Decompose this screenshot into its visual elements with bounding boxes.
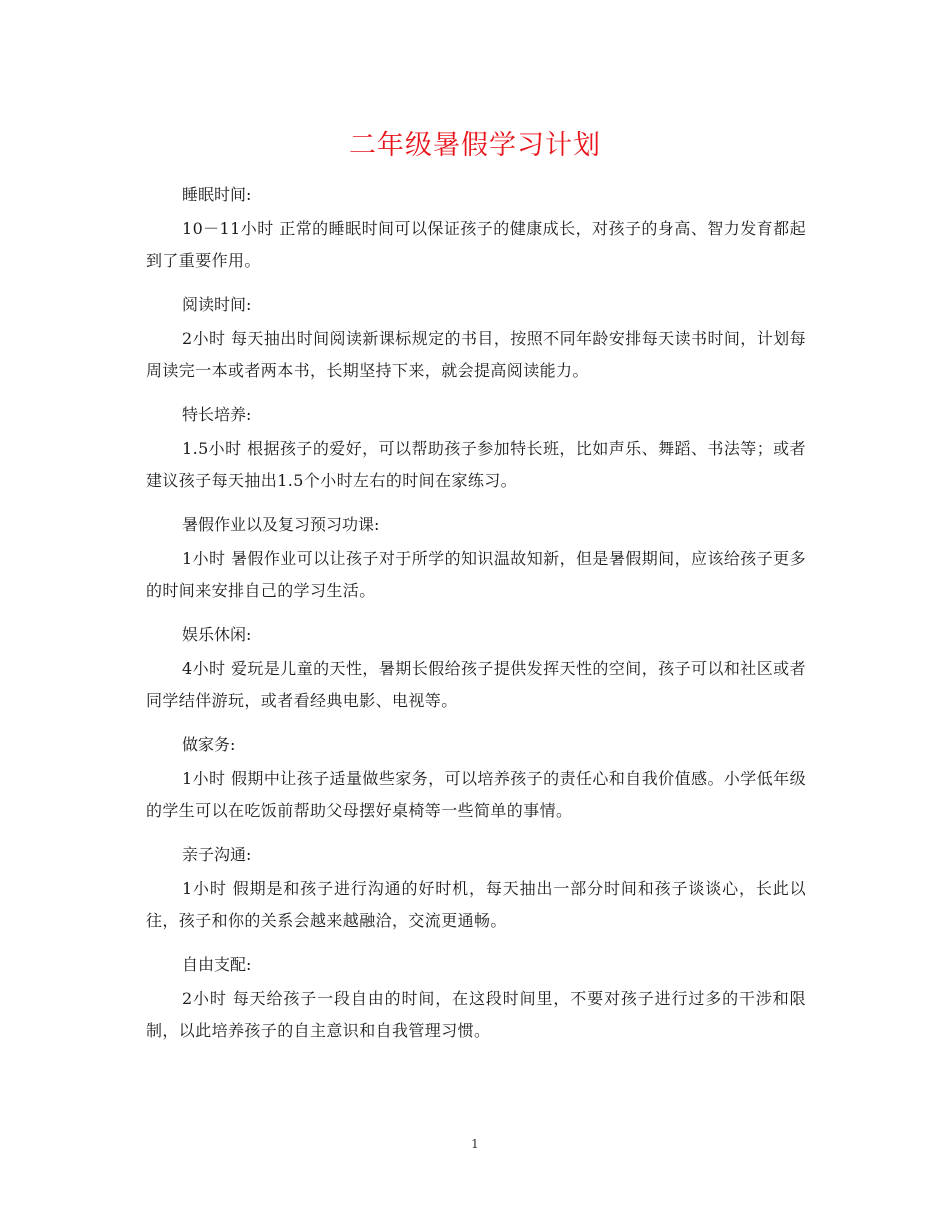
section-reading (146, 286, 806, 396)
section-paragraph: 10－11小时 正常的睡眠时间可以保证孩子的健康成长，对孩子的身高、智力发育都起到了重要作用。 (146, 219, 806, 270)
section-heading: 暑假作业以及复习预习功课: (182, 515, 380, 534)
section-heading: 亲子沟通: (182, 845, 252, 864)
section-sleep (146, 176, 806, 286)
section-heading: 娱乐休闲: (182, 625, 252, 644)
section-heading: 特长培养: (182, 405, 252, 424)
section-paragraph: 2小时 每天抽出时间阅读新课标规定的书目，按照不同年龄安排每天读书时间，计划每周读完一本或者两本书，长期坚持下来，就会提高阅读能力。 (146, 329, 806, 380)
section-paragraph: 1.5小时 根据孩子的爱好，可以帮助孩子参加特长班，比如声乐、舞蹈、书法等；或者建议孩子每天抽出1.5个小时左右的时间在家练习。 (146, 439, 806, 490)
document-title: 二年级暑假学习计划 (349, 130, 601, 161)
document-body (146, 176, 806, 1056)
section-homework (146, 506, 806, 616)
page-number: 1 (471, 1137, 479, 1151)
section-paragraph: 1小时 假期中让孩子适量做些家务，可以培养孩子的责任心和自我价值感。小学低年级的学生可以在吃饭前帮助父母摆好桌椅等一些简单的事情。 (146, 769, 806, 820)
section-housework (146, 726, 806, 836)
section-heading: 阅读时间: (182, 295, 252, 314)
section-paragraph: 4小时 爱玩是儿童的天性，暑期长假给孩子提供发挥天性的空间，孩子可以和社区或者同学结伴游玩，或者看经典电影、电视等。 (146, 659, 806, 710)
section-heading: 自由支配: (182, 955, 252, 974)
section-paragraph: 1小时 假期是和孩子进行沟通的好时机，每天抽出一部分时间和孩子谈谈心，长此以往，孩子和你的关系会越来越融洽，交流更通畅。 (146, 879, 806, 930)
section-leisure (146, 616, 806, 726)
section-talent (146, 396, 806, 506)
section-heading: 睡眠时间: (182, 185, 252, 204)
section-free-time (146, 946, 806, 1056)
section-heading: 做家务: (182, 735, 236, 754)
section-paragraph: 1小时 暑假作业可以让孩子对于所学的知识温故知新，但是暑假期间，应该给孩子更多的时间来安排自己的学习生活。 (146, 549, 806, 600)
section-communication (146, 836, 806, 946)
section-paragraph: 2小时 每天给孩子一段自由的时间，在这段时间里，不要对孩子进行过多的干涉和限制，以此培养孩子的自主意识和自我管理习惯。 (146, 989, 806, 1040)
